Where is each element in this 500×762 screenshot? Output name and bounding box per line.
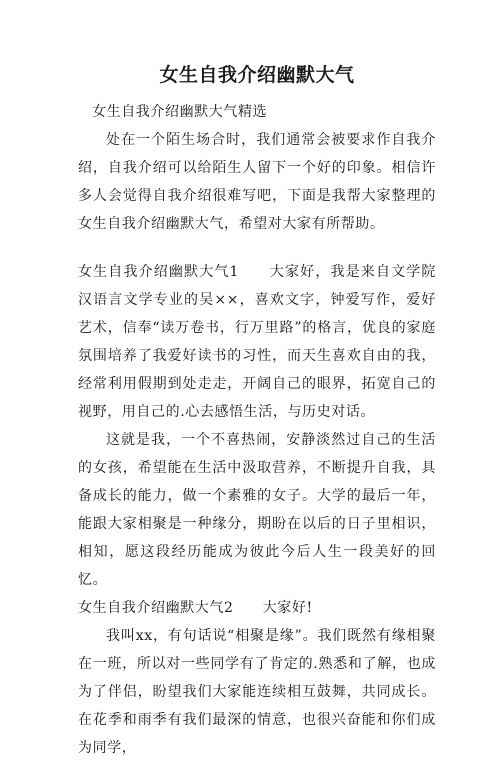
document-title: 女生自我介绍幽默大气 <box>159 64 355 86</box>
section1-paragraph-2: 这就是我，一个不喜热闹，安静淡然过自己的生活的女孩，希望能在生活中汲取营养，不断提升自我，具备成长的能力，做一个素雅的女子。大学的最后一年，能跟大家相聚是一种缘分，期盼在以后的日子里相识，相知，愿这段经历能成为彼此今后人生一段美好的回忆。 <box>78 432 436 588</box>
section2-paragraph-1: 我叫xx，有句话说“相聚是缘”。我们既然有缘相聚在一班，所以对一些同学有了肯定的.熟悉和了解，也成为了伴侣，盼望我们大家能连续相互鼓舞，共同成长。在花季和雨季有我们最深的情意，也很兴奋能和你们成为同学， <box>78 628 436 756</box>
intro-paragraph: 处在一个陌生场合时，我们通常会被要求作自我介绍，自我介绍可以给陌生人留下一个好的印象。相信许多人会觉得自我介绍很难写吧，下面是我帮大家整理的女生自我介绍幽默大气，希望对大家有所帮助。 <box>78 132 436 232</box>
document-subtitle: 女生自我介绍幽默大气精选 <box>92 104 268 120</box>
section1-paragraph-1: 女生自我介绍幽默大气1 大家好，我是来自文学院汉语言文学专业的吴××，喜欢文字，钟爱写作，爱好艺术，信奉“读万卷书，行万里路”的格言，优良的家庭氛围培养了我爱好读书的习性，而天生喜欢自由的我，经常利用假期到处走走，开阔自己的眼界，拓宽自己的视野，用自己的.心去感悟生活，与历史对话。 <box>78 264 436 420</box>
paragraph-gap <box>78 238 436 258</box>
section2-heading: 女生自我介绍幽默大气2 大家好! <box>78 600 313 616</box>
